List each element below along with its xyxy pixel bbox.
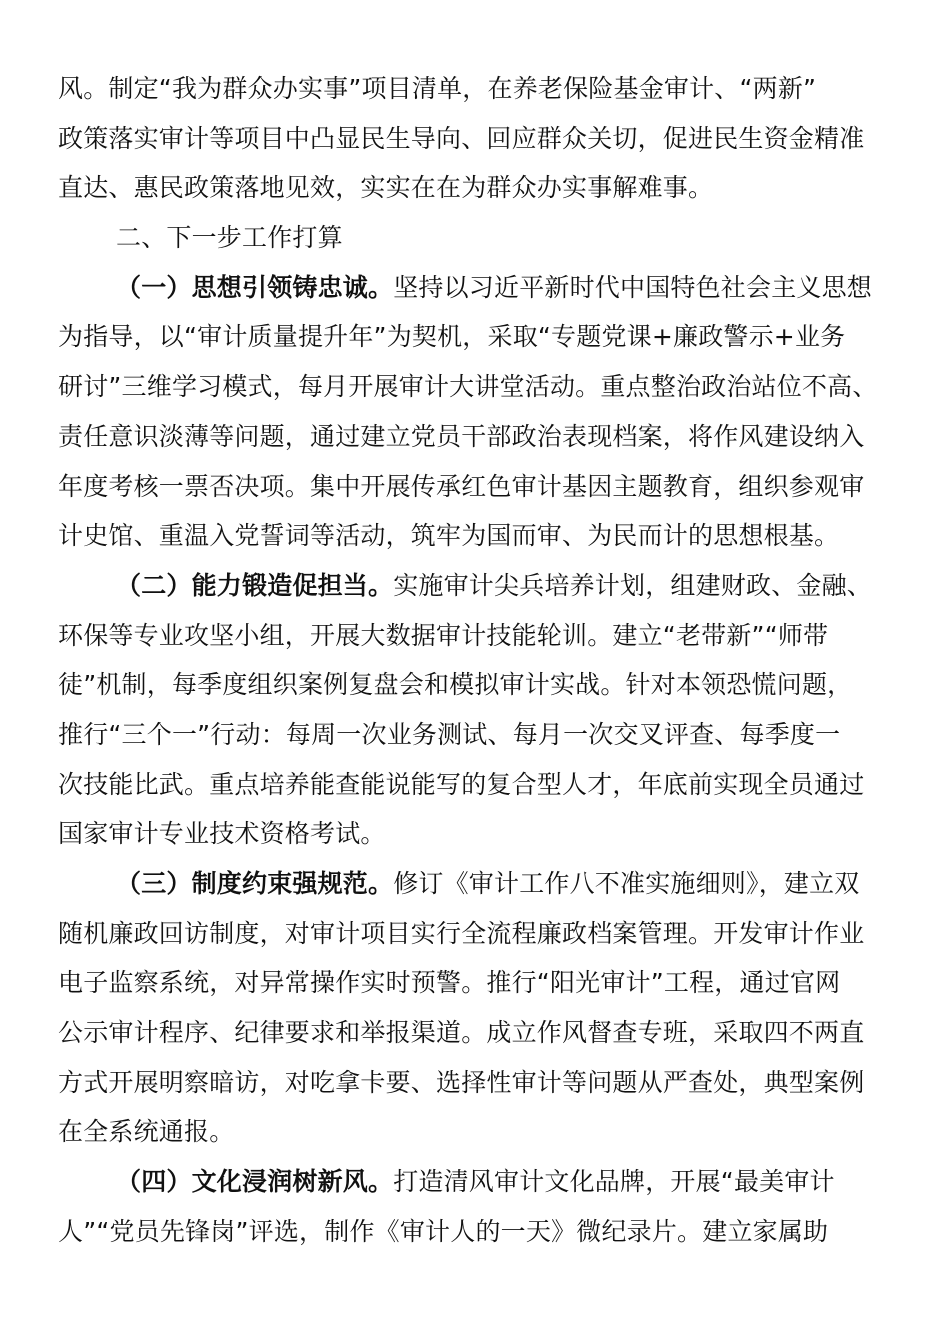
subsection-line: （三）制度约束强规范。修订《审计工作八不准实施细则》，建立双 (116, 869, 860, 898)
section-heading: 二、下一步工作打算 (116, 223, 343, 253)
paragraph-line: 次技能比武。重点培养能查能说能写的复合型人才，年底前实现全员通过 (58, 769, 865, 799)
subsection-line: （四）文化浸润树新风。打造清风审计文化品牌，开展“最美审计 (116, 1167, 835, 1197)
paragraph-line: 徒”机制，每季度组织案例复盘会和模拟审计实战。针对本领恐慌问题， (58, 670, 853, 700)
paragraph-line: 责任意识淡薄等问题，通过建立党员干部政治表现档案，将作风建设纳入 (58, 421, 865, 451)
paragraph-line: 政策落实审计等项目中凸显民生导向、回应群众关切，促进民生资金精准 (58, 123, 865, 153)
paragraph-line: 风。制定“我为群众办实事”项目清单，在养老保险基金审计、“两新” (58, 74, 817, 103)
paragraph-line: 国家审计专业技术资格考试。 (58, 819, 386, 849)
paragraph-line: 直达、惠民政策落地见效，实实在在为群众办实事解难事。 (58, 173, 714, 203)
paragraph-line: 计史馆、重温入党誓词等活动，筑牢为国而审、为民而计的思想根基。 (58, 521, 840, 551)
paragraph-line: 公示审计程序、纪律要求和举报渠道。成立作风督查专班，采取四不两直 (58, 1018, 865, 1048)
paragraph-line: 方式开展明察暗访，对吃拿卡要、选择性审计等问题从严查处，典型案例 (58, 1067, 865, 1097)
subsection-heading: （一）思想引领铸忠诚。 (116, 272, 394, 302)
subsection-heading: （三）制度约束强规范。 (116, 869, 394, 898)
paragraph-line: 为指导，以“审计质量提升年”为契机，采取“专题党课+廉政警示+业务 (58, 322, 846, 352)
paragraph-line: 年度考核一票否决项。集中开展传承红色审计基因主题教育，组织参观审 (58, 471, 865, 501)
paragraph-line: 人”“党员先锋岗”评选，制作《审计人的一天》微纪录片。建立家属助 (58, 1216, 829, 1246)
subsection-line: （一）思想引领铸忠诚。坚持以习近平新时代中国特色社会主义思想 (116, 272, 873, 302)
paragraph-line: 在全系统通报。 (58, 1117, 235, 1147)
paragraph-line: 环保等专业攻坚小组，开展大数据审计技能轮训。建立“老带新”“师带 (58, 620, 829, 650)
paragraph-line: 随机廉政回访制度，对审计项目实行全流程廉政档案管理。开发审计作业 (58, 918, 865, 948)
paragraph-line: 推行“三个一”行动：每周一次业务测试、每月一次交叉评查、每季度一 (58, 719, 841, 749)
subsection-heading: （四）文化浸润树新风。 (116, 1167, 394, 1197)
subsection-line: （二）能力锻造促担当。实施审计尖兵培养计划，组建财政、金融、 (116, 570, 873, 600)
subsection-heading: （二）能力锻造促担当。 (116, 570, 394, 600)
paragraph-line: 研讨”三维学习模式，每月开展审计大讲堂活动。重点整治政治站位不高、 (58, 372, 878, 402)
document-page (58, 64, 878, 1257)
paragraph-line: 电子监察系统，对异常操作实时预警。推行“阳光审计”工程，通过官网 (58, 968, 841, 998)
